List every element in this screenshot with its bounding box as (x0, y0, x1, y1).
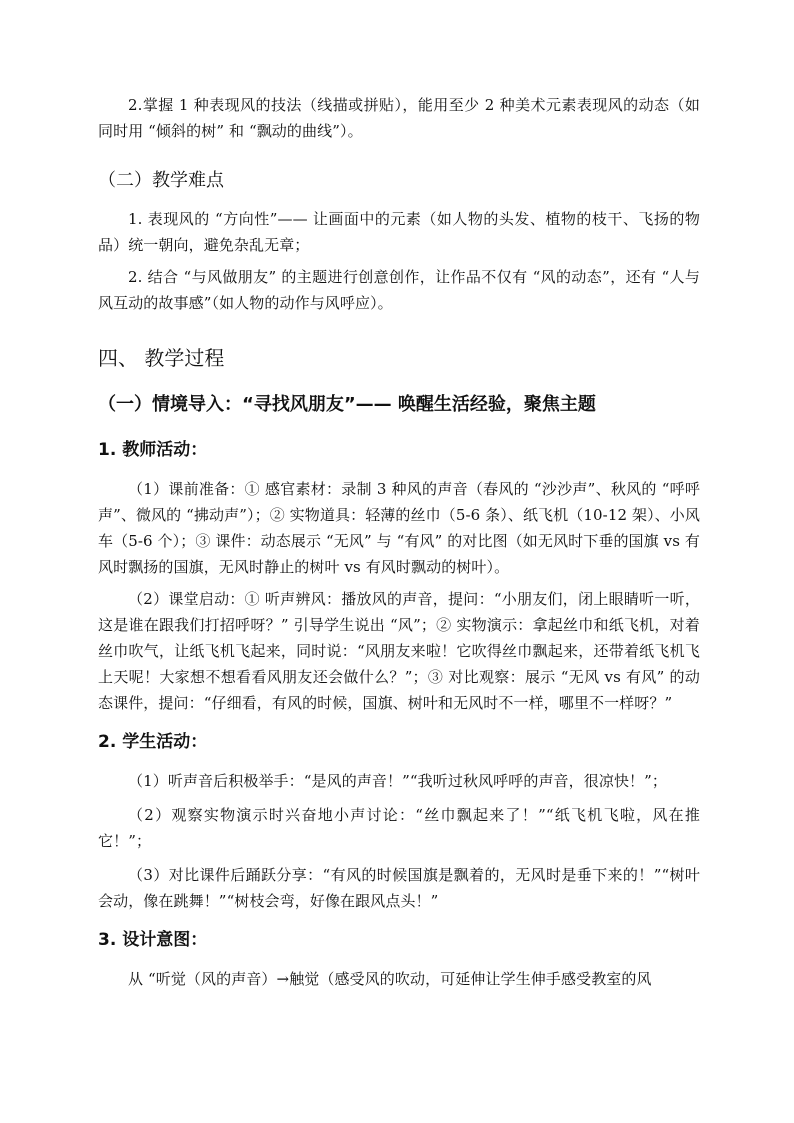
student-activity-heading: 2. 学生活动： (98, 732, 208, 752)
teacher-activity-1: （1）课前准备：① 感官素材：录制 3 种风的声音（春风的 “沙沙声”、秋风的 “呼呼声”、微风的 “拂动声”）；② 实物道具：轻薄的丝巾（5-6 条）、纸飞机（10-12 架）、小风车（5-6 个）；③ 课件：动态展示 “无风” 与 “有风” 的对比图（如无风时下垂的国旗 vs 有风时飘扬的国旗，无风时静止的树叶 vs 有风时飘动的树叶）。 (98, 480, 700, 576)
design-intent-heading: 3. 设计意图： (98, 930, 208, 950)
intro-heading: （一）情境导入：“寻找风朋友”—— 唤醒生活经验，聚焦主题 (98, 394, 596, 415)
difficulty-item-2: 2. 结合 “与风做朋友” 的主题进行创意创作，让作品不仅有 “风的动态”，还有 “人与风互动的故事感”（如人物的动作与风呼应）。 (98, 268, 700, 312)
teacher-activity-heading: 1. 教师活动： (98, 440, 208, 460)
process-heading: 四、 教学过程 (98, 346, 225, 370)
document-body (98, 92, 700, 998)
difficulty-item-1: 1. 表现风的 “方向性”—— 让画面中的元素（如人物的头发、植物的枝干、飞扬的物品）统一朝向，避免杂乱无章； (98, 210, 700, 254)
goal-item-2: 2.掌握 1 种表现风的技法（线描或拼贴），能用至少 2 种美术元素表现风的动态（如同时用 “倾斜的树” 和 “飘动的曲线”）。 (98, 96, 700, 140)
student-activity-1: （1）听声音后积极举手：“是风的声音！”“我听过秋风呼呼的声音，很凉快！”； (128, 772, 668, 790)
student-activity-3: （3）对比课件后踊跃分享：“有风的时候国旗是飘着的，无风时是垂下来的！”“树叶会动，像在跳舞！”“树枝会弯，好像在跟风点头！” (98, 866, 700, 910)
teacher-activity-2: （2）课堂启动：① 听声辨风：播放风的声音，提问：“小朋友们，闭上眼睛听一听，这是谁在跟我们打招呼呀？” 引导学生说出 “风”；② 实物演示：拿起丝巾和纸飞机，对着丝巾吹气，让纸飞机飞起来，同时说：“风朋友来啦！它吹得丝巾飘起来，还带着纸飞机飞上天呢！大家想不想看看风朋友还会做什么？”；③ 对比观察：展示 “无风 vs 有风” 的动态课件，提问：“仔细看，有风的时候，国旗、树叶和无风时不一样，哪里不一样呀？” (98, 590, 700, 712)
student-activity-2: （2）观察实物演示时兴奋地小声讨论：“丝巾飘起来了！”“纸飞机飞啦，风在推它！”； (98, 806, 700, 850)
design-intent-text: 从 “听觉（风的声音）→触觉（感受风的吹动，可延伸让学生伸手感受教室的风 (128, 970, 652, 988)
difficulty-heading: （二）教学难点 (98, 170, 224, 191)
